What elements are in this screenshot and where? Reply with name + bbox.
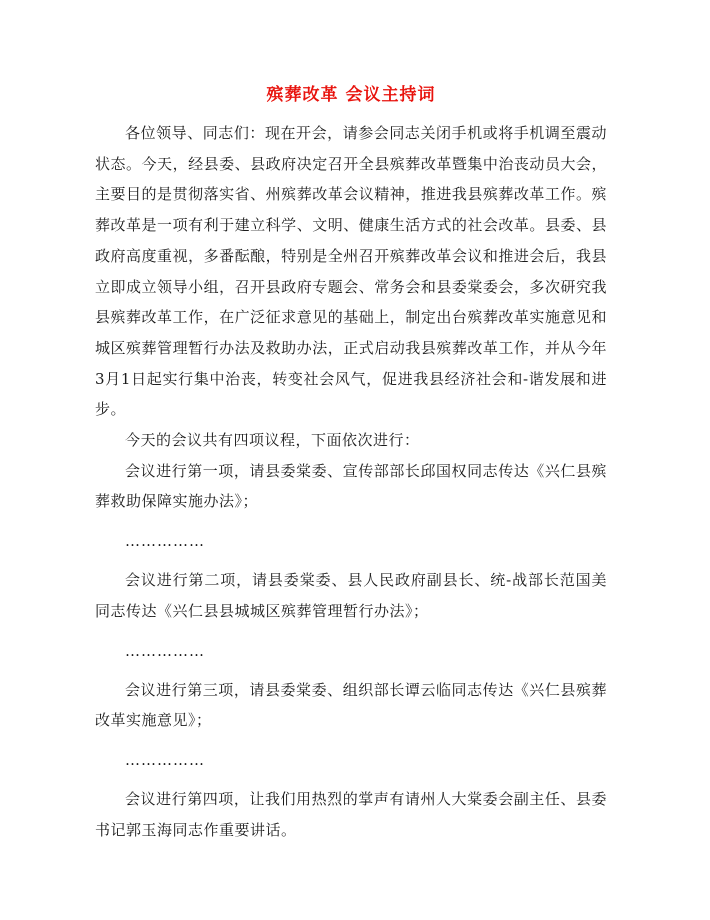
- ellipsis-2: ……………: [125, 641, 205, 660]
- agenda-item-1: 会议进行第一项，请县委棠委、宣传部部长邱国权同志传达《兴仁县殡葬救助保障实施办法》；: [95, 461, 607, 511]
- document-page: [95, 82, 607, 845]
- document-title: 殡葬改革 会议主持词: [266, 85, 436, 105]
- agenda-item-4: 会议进行第四项，让我们用热烈的掌声有请州人大棠委会副主任、县委书记郭玉海同志作重要讲话。: [95, 789, 607, 839]
- ellipsis-3: ……………: [125, 750, 205, 769]
- agenda-item-3: 会议进行第三项，请县委棠委、组织部长谭云临同志传达《兴仁县殡葬改革实施意见》；: [95, 680, 607, 730]
- opening-paragraph: 各位领导、同志们：现在开会，请参会同志关闭手机或将手机调至震动状态。今天，经县委、县政府决定召开全县殡葬改革暨集中治丧动员大会，主要目的是贯彻落实省、州殡葬改革会议精神，推进我县殡葬改革工作。殡葬改革是一项有利于建立科学、文明、健康生活方式的社会改革。县委、县政府高度重视，多番酝酿，特别是全州召开殡葬改革会议和推进会后，我县立即成立领导小组，召开县政府专题会、常务会和县委棠委会，多次研究我县殡葬改革工作，在广泛征求意见的基础上，制定出台殡葬改革实施意见和城区殡葬管理暂行办法及救助办法，正式启动我县殡葬改革工作，并从今年3月1日起实行集中治丧，转变社会风气，促进我县经济社会和-谐发展和进步。: [95, 124, 607, 419]
- ellipsis-1: ……………: [125, 532, 205, 551]
- agenda-item-2: 会议进行第二项，请县委棠委、县人民政府副县长、统-战部长范国美同志传达《兴仁县县城城区殡葬管理暂行办法》；: [95, 571, 607, 620]
- agenda-intro-paragraph: 今天的会议共有四项议程，下面依次进行：: [125, 431, 420, 450]
